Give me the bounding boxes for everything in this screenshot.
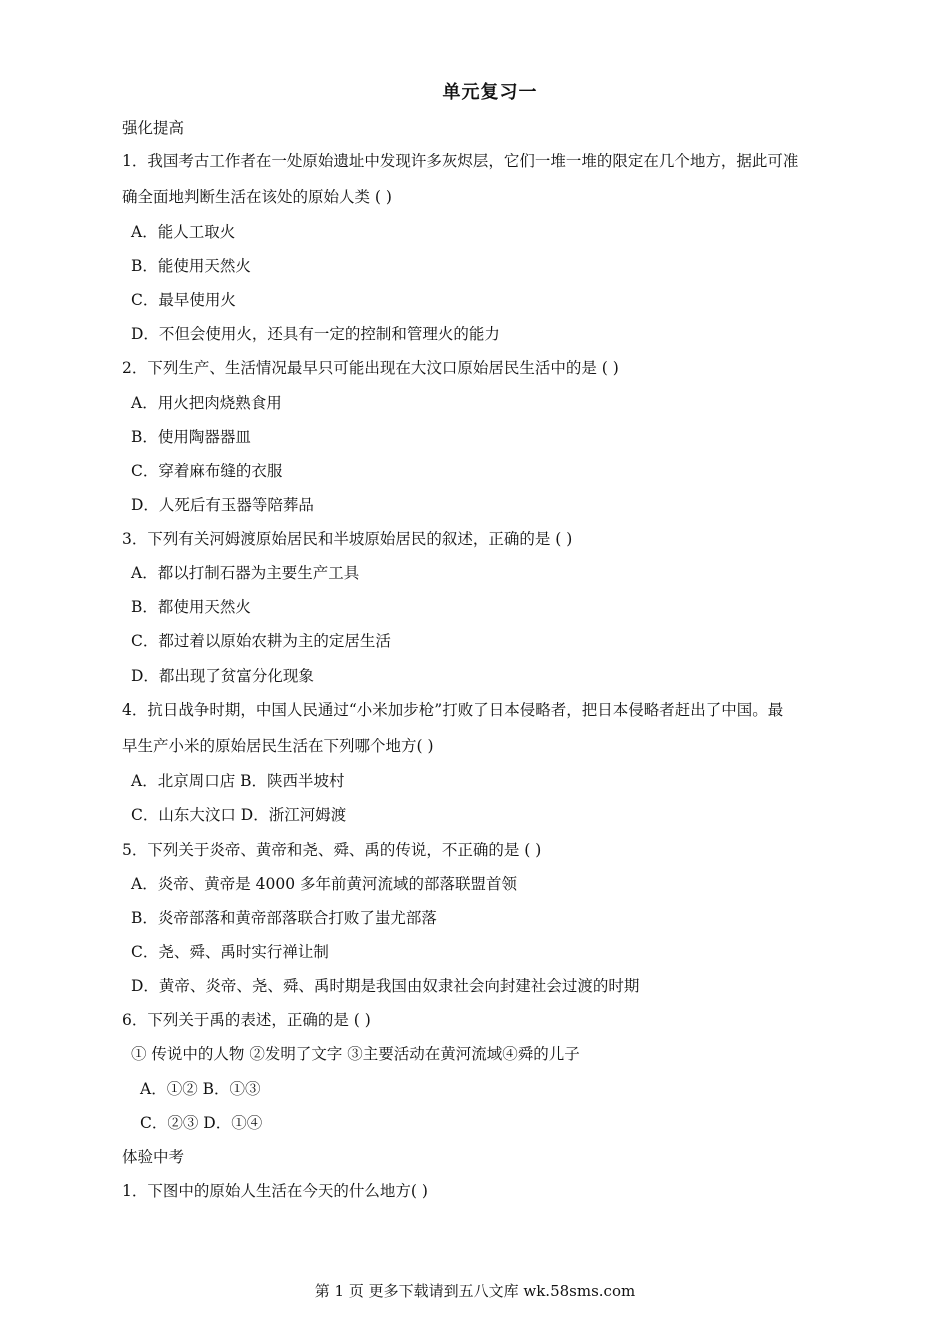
section-heading-exam: 体验中考 bbox=[122, 1148, 185, 1166]
question-3-option-a: A．都以打制石器为主要生产工具 bbox=[131, 564, 360, 582]
question-6-options-ab: A．①② B．①③ bbox=[140, 1080, 261, 1098]
question-2-option-a: A．用火把肉烧熟食用 bbox=[131, 394, 282, 412]
question-5-option-b: B．炎帝部落和黄帝部落联合打败了蚩尤部落 bbox=[131, 909, 437, 927]
question-1-option-b: B．能使用天然火 bbox=[131, 257, 251, 275]
question-6-statements: ① 传说中的人物 ②发明了文字 ③主要活动在黄河流域④舜的儿子 bbox=[131, 1045, 580, 1063]
question-3-option-b: B．都使用天然火 bbox=[131, 598, 251, 616]
question-6-text: 6．下列关于禹的表述，正确的是 ( ) bbox=[122, 1011, 371, 1029]
question-1-option-c: C．最早使用火 bbox=[131, 291, 236, 309]
question-6-options-cd: C．②③ D．①④ bbox=[140, 1114, 263, 1132]
question-3-option-c: C．都过着以原始农耕为主的定居生活 bbox=[131, 632, 391, 650]
question-5-option-a: A．炎帝、黄帝是 4000 多年前黄河流域的部落联盟首领 bbox=[131, 875, 517, 893]
question-1-text: 1．我国考古工作者在一处原始遗址中发现许多灰烬层，它们一堆一堆的限定在几个地方，据此可准 bbox=[122, 152, 799, 170]
question-5-text: 5．下列关于炎帝、黄帝和尧、舜、禹的传说，不正确的是 ( ) bbox=[122, 841, 542, 859]
question-4-options-ab: A．北京周口店 B．陕西半坡村 bbox=[131, 772, 345, 790]
question-1-option-a: A．能人工取火 bbox=[131, 223, 236, 241]
question-3-text: 3．下列有关河姆渡原始居民和半坡原始居民的叙述，正确的是 ( ) bbox=[122, 530, 573, 548]
question-2-option-b: B．使用陶器器皿 bbox=[131, 428, 251, 446]
exam-question-1-text: 1．下图中的原始人生活在今天的什么地方( ) bbox=[122, 1182, 428, 1200]
question-4-text: 4．抗日战争时期，中国人民通过“小米加步枪”打败了日本侵略者，把日本侵略者赶出了中国。最 bbox=[122, 701, 784, 719]
question-3-option-d: D．都出现了贫富分化现象 bbox=[131, 667, 314, 685]
question-1-text-cont: 确全面地判断生活在该处的原始人类 ( ) bbox=[122, 188, 392, 206]
question-2-option-d: D．人死后有玉器等陪葬品 bbox=[131, 496, 314, 514]
question-2-option-c: C．穿着麻布缝的衣服 bbox=[131, 462, 283, 480]
question-2-text: 2．下列生产、生活情况最早只可能出现在大汶口原始居民生活中的是 ( ) bbox=[122, 359, 619, 377]
question-1-option-d: D．不但会使用火，还具有一定的控制和管理火的能力 bbox=[131, 325, 500, 343]
question-5-option-c: C．尧、舜、禹时实行禅让制 bbox=[131, 943, 329, 961]
question-5-option-d: D．黄帝、炎帝、尧、舜、禹时期是我国由奴隶社会向封建社会过渡的时期 bbox=[131, 977, 640, 995]
section-heading-practice: 强化提高 bbox=[122, 119, 185, 137]
question-4-text-cont: 早生产小米的原始居民生活在下列哪个地方( ) bbox=[122, 737, 434, 755]
question-4-options-cd: C．山东大汶口 D．浙江河姆渡 bbox=[131, 806, 347, 824]
page-title: 单元复习一 bbox=[442, 82, 538, 103]
page-footer: 第 1 页 更多下载请到五八文库 wk.58sms.com bbox=[314, 1282, 636, 1300]
